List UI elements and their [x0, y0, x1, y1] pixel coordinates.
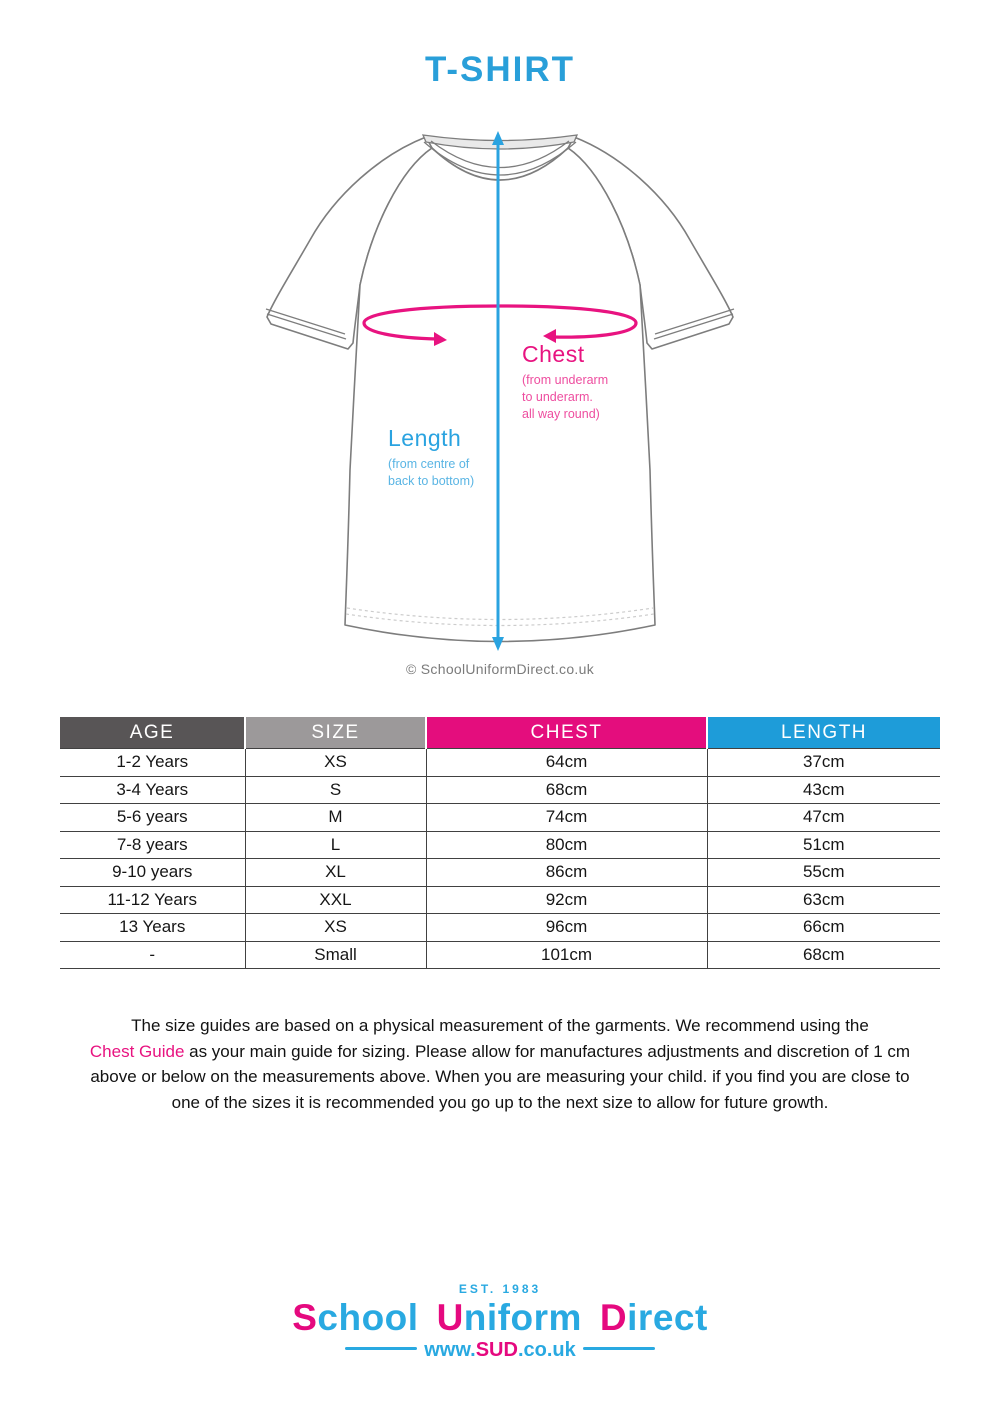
copyright-text: © SchoolUniformDirect.co.uk — [405, 661, 595, 677]
table-header-age: AGE — [60, 717, 245, 749]
table-cell-chest: 68cm — [426, 776, 707, 804]
table-cell-size: XS — [245, 749, 426, 777]
tshirt-diagram — [250, 110, 750, 665]
table-cell-age: 9-10 years — [60, 859, 245, 887]
size-note — [40, 1013, 960, 1115]
logo-url — [0, 1339, 1000, 1362]
size-table — [60, 717, 940, 969]
table-cell-chest: 64cm — [426, 749, 707, 777]
tshirt-illustration — [250, 110, 750, 665]
table-row — [60, 804, 940, 832]
table-cell-length: 68cm — [707, 941, 940, 969]
table-cell-length: 63cm — [707, 886, 940, 914]
logo-wordmark — [0, 1297, 1000, 1339]
table-row — [60, 859, 940, 887]
length-sublabel-line2: back to bottom) — [388, 474, 475, 489]
table-cell-age: 3-4 Years — [60, 776, 245, 804]
table-cell-age: 1-2 Years — [60, 749, 245, 777]
table-header-chest: CHEST — [426, 717, 707, 749]
logo-word-direct: Direct — [599, 1297, 708, 1338]
table-cell-chest: 86cm — [426, 859, 707, 887]
table-cell-chest: 92cm — [426, 886, 707, 914]
table-cell-age: 11-12 Years — [60, 886, 245, 914]
note-line-3: above or below on the measurements above. When you are measuring your child. if you find you are close to — [90, 1067, 910, 1086]
table-cell-size: S — [245, 776, 426, 804]
logo-dash-right — [583, 1347, 655, 1350]
chest-sublabel-line3: all way round) — [522, 407, 600, 422]
table-header-row — [60, 717, 940, 749]
chest-guide-highlight: Chest Guide — [89, 1041, 185, 1061]
logo-word-uniform: Uniform — [436, 1297, 582, 1338]
table-cell-size: XS — [245, 914, 426, 942]
chest-label — [522, 342, 608, 423]
table-cell-length: 43cm — [707, 776, 940, 804]
table-row — [60, 831, 940, 859]
table-cell-age: - — [60, 941, 245, 969]
logo-url-mid: SUD — [475, 1339, 518, 1361]
table-row — [60, 886, 940, 914]
table-cell-length: 66cm — [707, 914, 940, 942]
logo-dash-left — [345, 1347, 417, 1350]
table-cell-size: XL — [245, 859, 426, 887]
table-header-length: LENGTH — [707, 717, 940, 749]
table-row — [60, 749, 940, 777]
table-cell-age: 5-6 years — [60, 804, 245, 832]
table-cell-size: L — [245, 831, 426, 859]
table-cell-length: 55cm — [707, 859, 940, 887]
tshirt-body — [345, 148, 655, 642]
chest-label-title: Chest — [522, 341, 585, 367]
table-cell-length: 37cm — [707, 749, 940, 777]
note-line-2 — [40, 1039, 960, 1065]
page-title: T-SHIRT — [424, 50, 576, 89]
note-line-2-rest: as your main guide for sizing. Please allow for manufactures adjustments and discretion of 1 cm — [184, 1041, 911, 1061]
chest-sublabel-line2: to underarm. — [522, 390, 593, 405]
table-row — [60, 914, 940, 942]
table-cell-length: 47cm — [707, 804, 940, 832]
length-label-title: Length — [388, 425, 462, 451]
table-cell-size: XXL — [245, 886, 426, 914]
logo-url-prefix: www. — [424, 1339, 476, 1361]
table-row — [60, 941, 940, 969]
table-cell-chest: 74cm — [426, 804, 707, 832]
table-cell-chest: 96cm — [426, 914, 707, 942]
logo-word-school: School — [292, 1297, 419, 1338]
brand-logo — [0, 1282, 1000, 1362]
logo-est-text: EST. 1983 — [458, 1282, 542, 1296]
table-cell-length: 51cm — [707, 831, 940, 859]
table-cell-age: 7-8 years — [60, 831, 245, 859]
logo-url-suffix: .co.uk — [517, 1339, 576, 1361]
table-cell-age: 13 Years — [60, 914, 245, 942]
table-header-size: SIZE — [245, 717, 426, 749]
table-row — [60, 776, 940, 804]
length-sublabel-line1: (from centre of — [388, 457, 470, 472]
note-line-4: one of the sizes it is recommended you go up to the next size to allow for future growth. — [171, 1092, 829, 1112]
table-cell-size: Small — [245, 941, 426, 969]
table-cell-size: M — [245, 804, 426, 832]
table-cell-chest: 80cm — [426, 831, 707, 859]
table-cell-chest: 101cm — [426, 941, 707, 969]
note-line-1: The size guides are based on a physical measurement of the garments. We recommend using the — [131, 1016, 869, 1035]
chest-sublabel-line1: (from underarm — [522, 373, 609, 388]
length-label — [388, 426, 474, 490]
